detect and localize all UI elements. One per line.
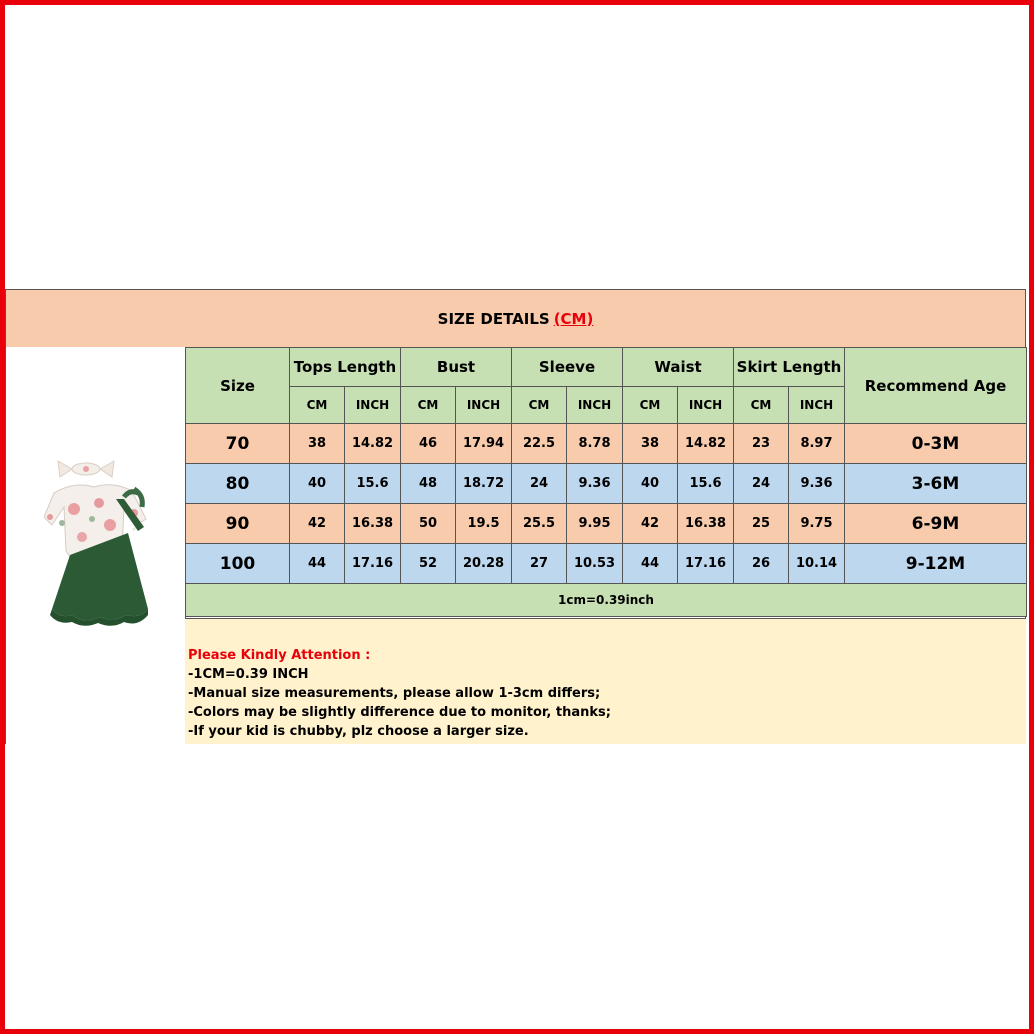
measurement-value: 52 <box>401 544 456 584</box>
measurement-value: 15.6 <box>678 464 734 504</box>
measurement-value: 9.75 <box>789 504 845 544</box>
measurement-value: 10.14 <box>789 544 845 584</box>
header-waist: Waist <box>623 348 734 387</box>
age-value: 3-6M <box>845 464 1027 504</box>
measurement-value: 44 <box>623 544 678 584</box>
subheader-inch: INCH <box>678 387 734 424</box>
measurement-value: 38 <box>290 424 345 464</box>
attention-line: -Manual size measurements, please allow 1-3cm differs; <box>188 686 601 701</box>
measurement-value: 24 <box>512 464 567 504</box>
size-table <box>185 347 1027 617</box>
conversion-row <box>186 584 1027 617</box>
measurement-value: 25.5 <box>512 504 567 544</box>
measurement-value: 16.38 <box>678 504 734 544</box>
measurement-value: 23 <box>734 424 789 464</box>
measurement-value: 38 <box>623 424 678 464</box>
subheader-cm: CM <box>512 387 567 424</box>
table-row <box>186 464 1027 504</box>
age-value: 0-3M <box>845 424 1027 464</box>
size-chart-title <box>6 290 1025 348</box>
attention-line: -If your kid is chubby, plz choose a larger size. <box>188 724 529 739</box>
size-value: 100 <box>186 544 290 584</box>
header-skirt-length: Skirt Length <box>734 348 845 387</box>
measurement-value: 40 <box>290 464 345 504</box>
measurement-value: 44 <box>290 544 345 584</box>
measurement-value: 17.16 <box>678 544 734 584</box>
header-bust: Bust <box>401 348 512 387</box>
attention-line: -Colors may be slightly difference due to monitor, thanks; <box>188 705 611 720</box>
measurement-value: 46 <box>401 424 456 464</box>
measurement-value: 26 <box>734 544 789 584</box>
header-size: Size <box>186 348 290 424</box>
table-row <box>186 424 1027 464</box>
header-tops-length: Tops Length <box>290 348 401 387</box>
header-sleeve: Sleeve <box>512 348 623 387</box>
measurement-value: 48 <box>401 464 456 504</box>
subheader-inch: INCH <box>789 387 845 424</box>
measurement-value: 9.36 <box>789 464 845 504</box>
size-value: 70 <box>186 424 290 464</box>
age-value: 9-12M <box>845 544 1027 584</box>
subheader-inch: INCH <box>567 387 623 424</box>
measurement-value: 20.28 <box>456 544 512 584</box>
table-row <box>186 544 1027 584</box>
measurement-value: 8.78 <box>567 424 623 464</box>
age-value: 6-9M <box>845 504 1027 544</box>
attention-notes <box>185 618 1026 744</box>
subheader-inch: INCH <box>345 387 401 424</box>
measurement-value: 27 <box>512 544 567 584</box>
measurement-value: 17.94 <box>456 424 512 464</box>
measurement-value: 15.6 <box>345 464 401 504</box>
product-image <box>6 347 186 744</box>
table-row <box>186 504 1027 544</box>
title-unit: (CM) <box>553 309 594 328</box>
measurement-value: 10.53 <box>567 544 623 584</box>
measurement-value: 19.5 <box>456 504 512 544</box>
subheader-cm: CM <box>734 387 789 424</box>
subheader-inch: INCH <box>456 387 512 424</box>
conversion-note: 1cm=0.39inch <box>186 584 1027 617</box>
title-text: SIZE DETAILS <box>437 309 550 328</box>
subheader-cm: CM <box>290 387 345 424</box>
size-value: 90 <box>186 504 290 544</box>
measurement-value: 18.72 <box>456 464 512 504</box>
header-recommend-age: Recommend Age <box>845 348 1027 424</box>
measurement-value: 16.38 <box>345 504 401 544</box>
measurement-value: 42 <box>290 504 345 544</box>
measurement-value: 42 <box>623 504 678 544</box>
attention-line: -1CM=0.39 INCH <box>188 667 309 682</box>
measurement-value: 9.95 <box>567 504 623 544</box>
measurement-value: 22.5 <box>512 424 567 464</box>
measurement-value: 9.36 <box>567 464 623 504</box>
measurement-value: 40 <box>623 464 678 504</box>
measurement-value: 8.97 <box>789 424 845 464</box>
measurement-value: 24 <box>734 464 789 504</box>
measurement-value: 14.82 <box>678 424 734 464</box>
measurement-value: 50 <box>401 504 456 544</box>
measurement-value: 14.82 <box>345 424 401 464</box>
outfit-illustration-icon <box>44 459 148 629</box>
subheader-cm: CM <box>623 387 678 424</box>
size-chart <box>5 289 1026 744</box>
measurement-value: 17.16 <box>345 544 401 584</box>
size-value: 80 <box>186 464 290 504</box>
subheader-cm: CM <box>401 387 456 424</box>
attention-title: Please Kindly Attention : <box>188 648 371 663</box>
measurement-value: 25 <box>734 504 789 544</box>
